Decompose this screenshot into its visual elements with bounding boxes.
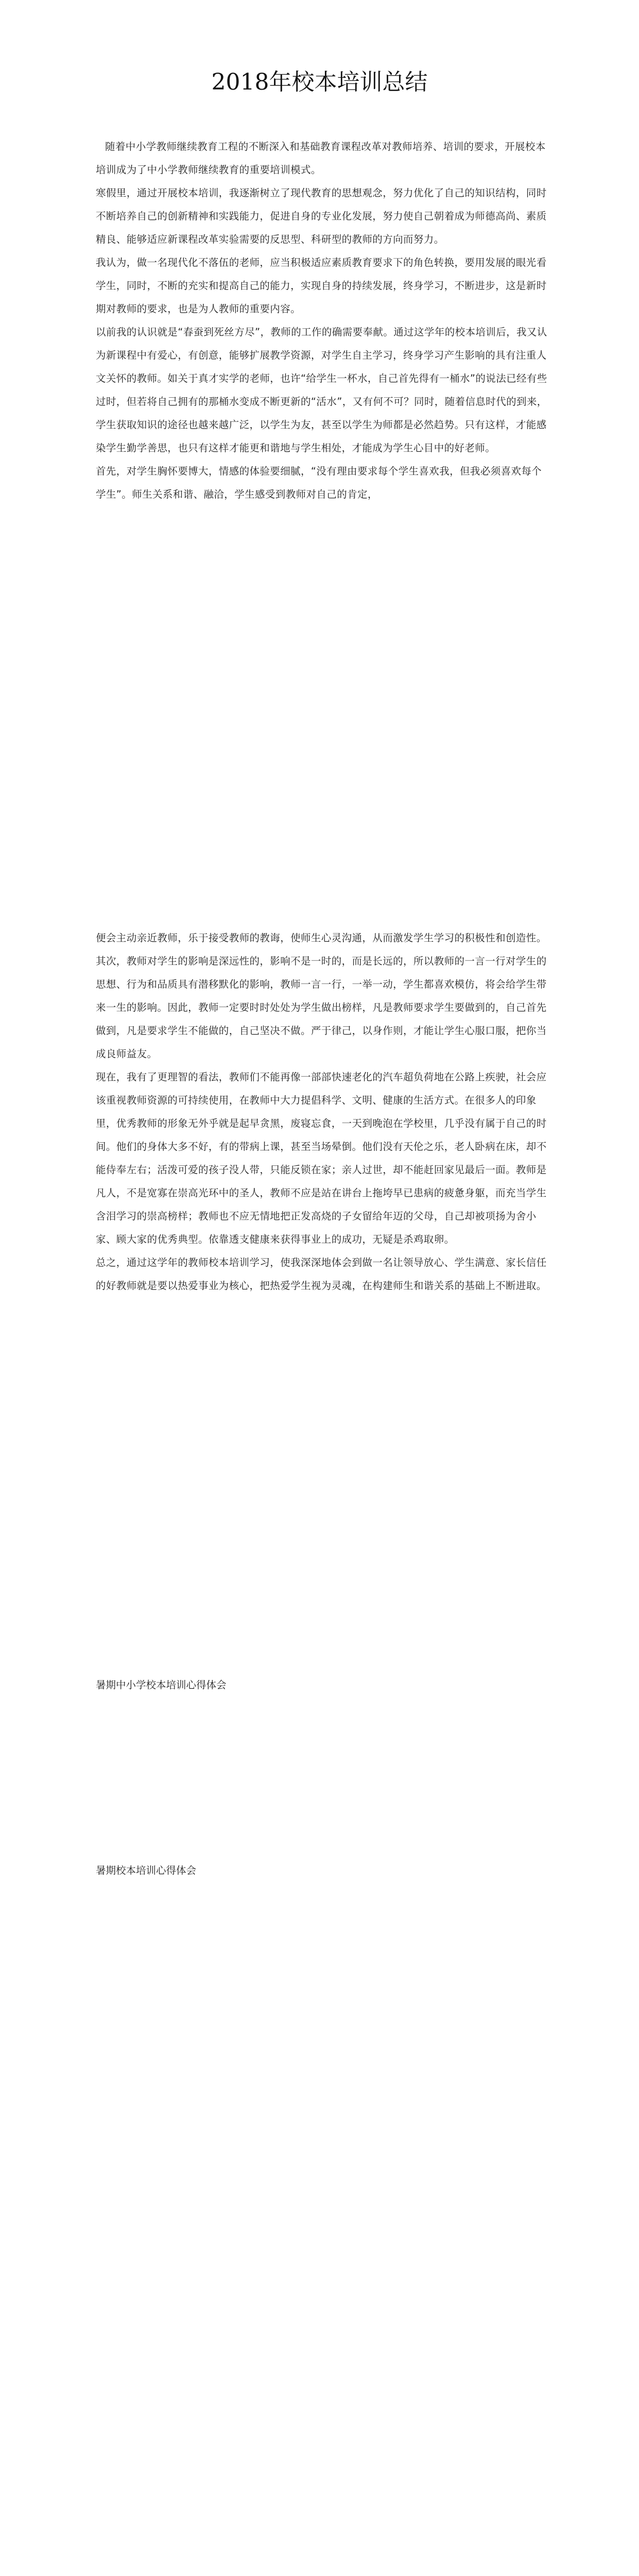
- paragraph-winter-training: 寒假里，通过开展校本培训，我逐渐树立了现代教育的思想观念，努力优化了自己的知识结构，同时不断培养自己的创新精神和实践能力，促进自身的专业化发展，努力使自己朝着成为师德高尚、素质精良、能够适应新课程改革实验需要的反思型、科研型的教师的方向而努力。: [96, 187, 547, 245]
- paragraph-first-point-continued: 便会主动亲近教师，乐于接受教师的教诲，使师生心灵沟通，从而激发学生学习的积极性和创造性。: [96, 932, 547, 944]
- document-title: 2018年校本培训总结: [211, 69, 428, 95]
- paragraph-dedication: 以前我的认识就是“春蚕到死丝方尽”，教师的工作的确需要奉献。通过这学年的校本培训后，我又认为新课程中有爱心，有创意，能够扩展教学资源，对学生自主学习，终身学习产生影响的具有注重人文关怀的教师。如关于真才实学的老师，也许“给学生一杯水，自己首先得有一桶水”的说法已经有些过时，但若将自己拥有的那桶水变成不断更新的“活水”，又有何不可？同时，随着信息时代的到来，学生获取知识的途径也越来越广泛，以学生为友，甚至以学生为师都是必然趋势。只有这样，才能感染学生勤学善思，也只有这样才能更和谐地与学生相处，才能成为学生心目中的好老师。: [96, 326, 547, 454]
- closing-line-2: 暑期校本培训心得体会: [96, 1865, 197, 1876]
- paragraph-intro: 随着中小学教师继续教育工程的不断深入和基础教育课程改革对教师培养、培训的要求，开展校本培训成为了中小学教师继续教育的重要培训模式。: [96, 141, 546, 176]
- paragraph-first-point: 首先，对学生胸怀要博大，情感的体验要细腻，“没有理由要求每个学生喜欢我，但我必须喜欢每个学生”。师生关系和谐、融洽，学生感受到教师对自己的肯定，: [96, 465, 542, 500]
- paragraph-current-view: 现在，我有了更理智的看法，教师们不能再像一部部快速老化的汽车超负荷地在公路上疾驶，社会应该重视教师资源的可持续使用，在教师中大力提倡科学、文明、健康的生活方式。在很多人的印象里，优秀教师的形象无外乎就是起早贪黑，废寝忘食，一天到晚泡在学校里，几乎没有属于自己的时间。他们的身体大多不好，有的带病上课，甚至当场晕倒。他们没有天伦之乐，老人卧病在床，却不能侍奉左右；活泼可爱的孩子没人带，只能反锁在家；亲人过世，却不能赶回家见最后一面。教师是凡人，不是宽寡在崇高光环中的圣人，教师不应是站在讲台上拖垮早已患病的疲惫身躯，而充当学生含泪学习的崇高榜样；教师也不应无情地把正发高烧的子女留给年迈的父母，自己却被项扬为舍小家、顾大家的优秀典型。依靠透支健康来获得事业上的成功，无疑是杀鸡取卵。: [96, 1071, 547, 1245]
- document-body-part-1: [96, 135, 549, 506]
- closing-line-1: 暑期中小学校本培训心得体会: [96, 1679, 227, 1691]
- document-body-part-2: [96, 926, 549, 1297]
- paragraph-conclusion: 总之，通过这学年的教师校本培训学习，使我深深地体会到做一名让领导放心、学生满意、家长信任的好教师就是要以热爱事业为核心，把热爱学生视为灵魂，在构建师生和谐关系的基础上不断进取。: [96, 1257, 547, 1292]
- paragraph-modern-teacher: 我认为，做一名现代化不落伍的老师，应当积极适应素质教育要求下的角色转换，要用发展的眼光看学生，同时，不断的充实和提高自己的能力，实现自身的持续发展，终身学习，不断进步，这是新时期对教师的要求，也是为人教师的重要内容。: [96, 257, 547, 315]
- paragraph-second-point: 其次，教师对学生的影响是深远性的，影响不是一时的，而是长远的，所以教师的一言一行对学生的思想、行为和品质具有潜移默化的影响，教师一言一行，一举一动，学生都喜欢模仿，将会给学生带来一生的影响。因此，教师一定要时时处处为学生做出榜样，凡是教师要求学生要做到的，自己首先做到，凡是要求学生不能做的，自己坚决不做。严于律己，以身作则，才能让学生心服口服，把你当成良师益友。: [96, 955, 547, 1060]
